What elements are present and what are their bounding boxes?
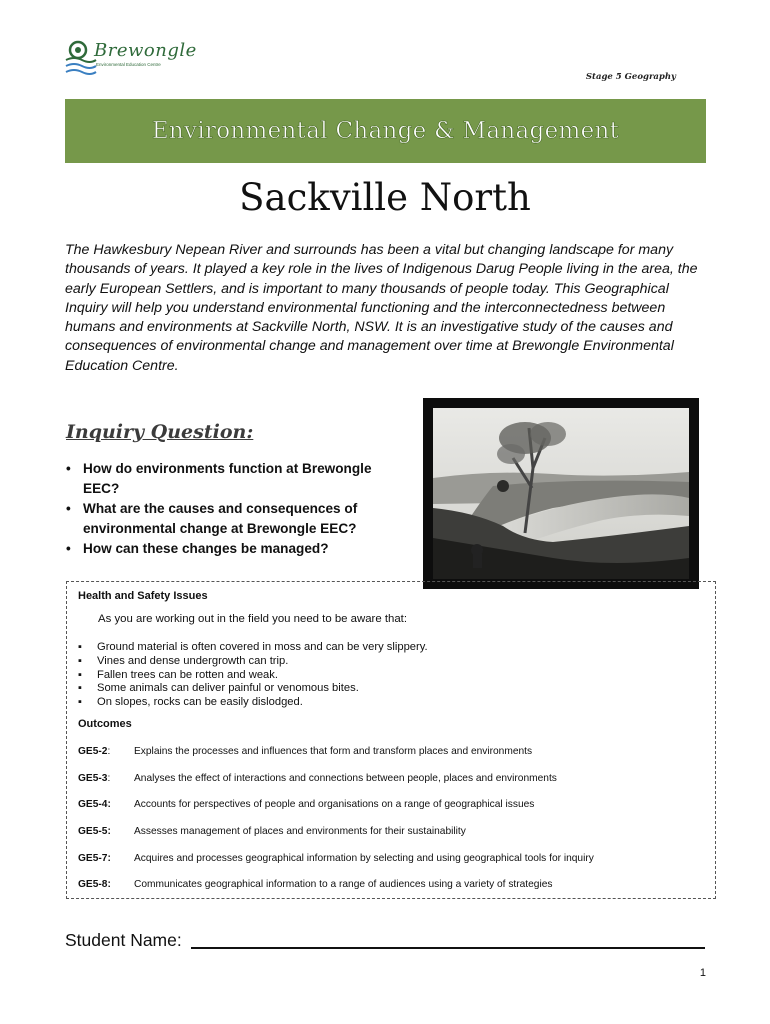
safety-item: ▪ Some animals can deliver painful or venomous bites. [78, 682, 428, 696]
page-number: 1 [699, 967, 706, 979]
outcome-text: Assesses management of places and environments for their sustainability [134, 826, 466, 837]
outcome-text: Accounts for perspectives of people and organisations on a range of geographical issues [134, 799, 535, 810]
safety-outcomes-box [66, 581, 716, 899]
banner-title: Environmental Change & Management [151, 118, 620, 144]
page-title: Sackville North [239, 176, 531, 219]
safety-item: ▪ Vines and dense undergrowth can trip. [78, 655, 428, 669]
inquiry-question: • How can these changes be managed? [66, 539, 411, 559]
student-name-label: Student Name: [65, 930, 182, 950]
outcome-text: Analyses the effect of interactions and connections between people, places and environments [134, 773, 557, 784]
outcome-row [78, 879, 553, 890]
safety-title: Health and Safety Issues [78, 590, 208, 602]
outcome-code: GE5-5: [78, 826, 111, 837]
logo-subtitle: Environmental Education Centre [96, 62, 161, 67]
safety-item: ▪ On slopes, rocks can be easily dislodged. [78, 696, 428, 710]
river-landscape-photo [433, 408, 689, 579]
inquiry-question: • What are the causes and consequences of environmental change at Brewongle EEC? [66, 499, 411, 539]
outcome-text: Explains the processes and influences that form and transform places and environments [134, 746, 533, 757]
brewongle-logo [64, 38, 204, 86]
outcome-code: GE5-4: [78, 799, 111, 810]
inquiry-question-list [66, 459, 411, 559]
outcome-code: GE5-3: [78, 773, 111, 784]
outcome-row [78, 826, 466, 837]
inquiry-heading: Inquiry Question: [66, 421, 254, 443]
outcome-text: Communicates geographical information to a range of audiences using a variety of strategies [134, 879, 553, 890]
inquiry-question: • How do environments function at Brewongle EEC? [66, 459, 411, 499]
stage-label: Stage 5 Geography [585, 72, 676, 82]
outcomes-title: Outcomes [78, 718, 132, 730]
outcome-row [78, 746, 532, 757]
logo-emblem-icon [64, 38, 98, 78]
intro-paragraph: The Hawkesbury Nepean River and surrounds has been a vital but changing landscape for many thousands of years. It played a key role in the lives of Indigenous Darug People living in the area, the early European Settlers, and is important to many thousands of people today. This Geographical Inquiry will help you understand environmental functioning and the interconnectedness between humans and environments at Sackville North, NSW. It is an investigative study of the causes and consequences of environmental change and management over time at Brewongle Environmental Education Centre. [65, 242, 698, 374]
logo-name: Brewongle [94, 40, 197, 61]
outcome-row [78, 853, 594, 864]
safety-item: ▪ Fallen trees can be rotten and weak. [78, 669, 428, 683]
outcome-text: Acquires and processes geographical information by selecting and using geographical tools for inquiry [134, 853, 594, 864]
outcome-row [78, 773, 557, 784]
student-name-field[interactable] [191, 947, 705, 949]
outcome-code: GE5-7: [78, 853, 111, 864]
historic-photo-frame [423, 398, 699, 589]
outcome-row [78, 799, 534, 810]
safety-list [78, 641, 428, 710]
outcome-code: GE5-2: [78, 746, 111, 757]
outcome-code: GE5-8: [78, 879, 111, 890]
safety-item: ▪ Ground material is often covered in moss and can be very slippery. [78, 641, 428, 655]
title-banner [65, 99, 706, 163]
safety-intro: As you are working out in the field you need to be aware that: [98, 613, 408, 625]
